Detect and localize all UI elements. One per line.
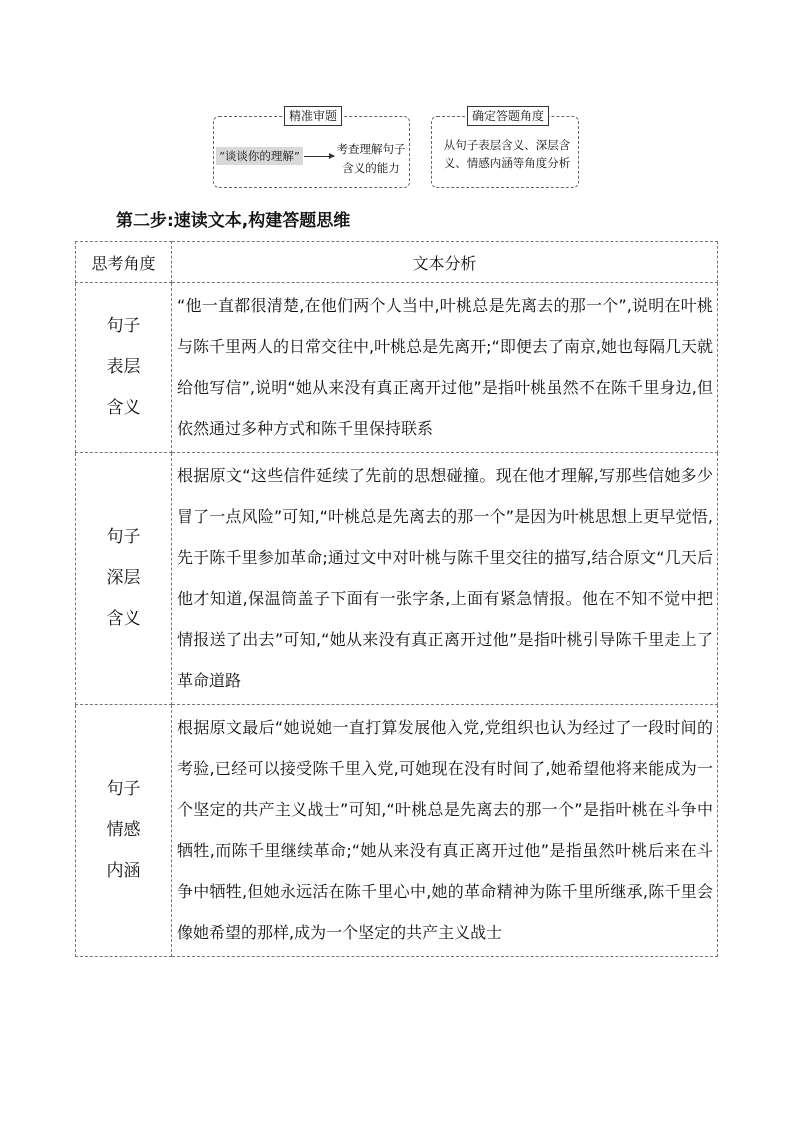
angle-line: 句子 [106, 527, 141, 547]
row-analysis: 根据原文最后“她说她一直打算发展他入党,党组织也认为经过了一段时间的考验,已经可以接受陈千里入党,可她现在没有时间了,她希望他将来能成为一个坚定的共产主义战士”可知,“叶桃总是先离去的那一个”是指叶桃在斗争中牺牲,而陈千里继续革命;“她从来没有真正离开过他”是指虽然叶桃后来在斗争中牺牲,但她永远活在陈千里心中,她的革命精神为陈千里所继承,陈千里会像她希望的那样,成为一个坚定的共产主义战士 [172, 705, 718, 957]
angle-line: 含义 [106, 398, 141, 418]
diagram-arrow-icon [304, 156, 334, 157]
angle-line: 句子 [106, 316, 141, 336]
header-analysis: 文本分析 [172, 242, 718, 283]
analysis-table [75, 241, 718, 957]
row-angle [76, 705, 172, 957]
diagram-question-quote: “谈谈你的理解” [216, 147, 303, 165]
diagram-right-note [437, 136, 577, 172]
diagram-left-header: 精准审题 [284, 106, 342, 126]
row-angle [76, 453, 172, 705]
diagram-right-header: 确定答题角度 [467, 106, 549, 126]
header-angle: 思考角度 [76, 242, 172, 283]
angle-line: 句子 [106, 779, 141, 799]
table-row [76, 283, 718, 453]
step-title: 第二步:速读文本,构建答题思维 [116, 211, 351, 231]
table-header-row [76, 242, 718, 283]
diagram-right-note-line2: 义、情感内涵等角度分析 [443, 156, 571, 170]
table-row [76, 453, 718, 705]
table-row [76, 705, 718, 957]
row-analysis: 根据原文“这些信件延续了先前的思想碰撞。现在他才理解,写那些信她多少冒了一点风险”可知,“叶桃总是先离去的那一个”是因为叶桃思想上更早觉悟,先于陈千里参加革命;通过文中对叶桃与陈千里交往的描写,结合原文“几天后他才知道,保温筒盖子下面有一张字条,上面有紧急情报。他在不知不觉中把情报送了出去”可知,“她从来没有真正离开过他”是指叶桃引导陈千里走上了革命道路 [172, 453, 718, 705]
diagram-right-note-line1: 从句子表层含义、深层含 [443, 138, 571, 152]
diagram-left-note-line2: 含义的能力 [342, 161, 400, 175]
diagram-left-note-line1: 考查理解句子 [336, 142, 406, 156]
angle-line: 表层 [106, 357, 141, 377]
angle-line: 深层 [106, 568, 141, 588]
angle-line: 内涵 [106, 861, 141, 881]
angle-line: 情感 [106, 820, 141, 840]
angle-line: 含义 [106, 609, 141, 629]
row-angle [76, 283, 172, 453]
diagram-left-note [334, 140, 408, 178]
row-analysis: “他一直都很清楚,在他们两个人当中,叶桃总是先离去的那一个”,说明在叶桃与陈千里两人的日常交往中,叶桃总是先离开;“即便去了南京,她也每隔几天就给他写信”,说明“她从来没有真正离开过他”是指叶桃虽然不在陈千里身边,但依然通过多种方式和陈千里保持联系 [172, 283, 718, 453]
